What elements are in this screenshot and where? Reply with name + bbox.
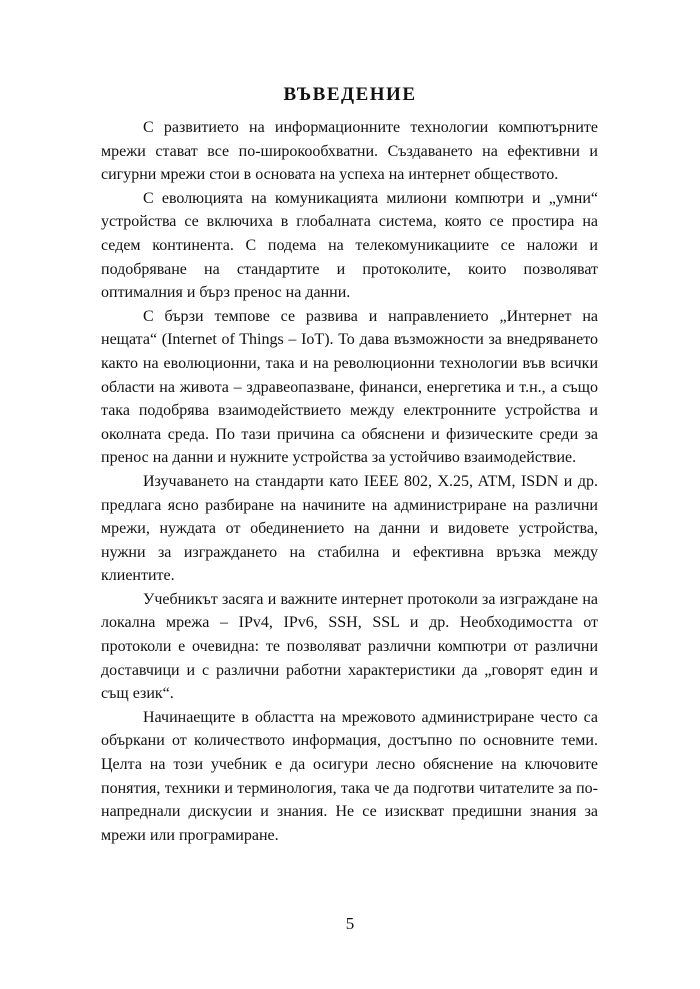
paragraph-2: С еволюцията на комуникацията милиони компютри и „умни“ устройства се включиха в глобалната система, която се простира на седем континента. С подема на телекомуникациите се наложи и подобряване на стандартите и протоколите, които позволяват оптималния и бърз пренос на данни.	[101, 189, 598, 302]
paragraph-6: Начинаещите в областта на мрежовото администриране често са объркани от количеството информация, достъпно по основните теми. Целта на този учебник е да осигури лесно обяснение на ключовите понятия, техники и терминология, така че да подготви читателите за по-напреднали дискусии и знания. Не се изискват предишни знания за мрежи или програмиране.	[101, 708, 598, 844]
paragraph-1: С развитието на информационните технологии компютърните мрежи стават все по-широкообхватни. Създаването на ефективни и сигурни мрежи стои в основата на успеха на интернет обществото.	[101, 119, 598, 184]
body-text	[101, 116, 598, 847]
paragraph-3: С бързи темпове се развива и направлението „Интернет на нещата“ (Internet of Things – IoT). То дава възможности за внедряването както на еволюционни, така и на революционни технологии във всички области на живота – здравеопазване, финанси, енергетика и т.н., а също така подобрява взаимодействието между електронните устройства и околната среда. По тази причина са обяснени и физическите среди за пренос на данни и нужните устройства за устойчиво взаимодействие.	[101, 307, 598, 467]
paragraph-5: Учебникът засяга и важните интернет протоколи за изграждане на локална мрежа – IPv4, IPv6, SSH, SSL и др. Необходимостта от протоколи е очевидна: те позволяват различни компютри от различни доставчици и с различни работни характеристики да „говорят един и същ език“.	[101, 590, 598, 703]
page-number: 5	[345, 914, 355, 933]
page-title: ВЪВЕДЕНИЕ	[283, 84, 417, 105]
paragraph-4: Изучаването на стандарти като IEEE 802, X.25, ATM, ISDN и др. предлага ясно разбиране на начините на администриране на различни мрежи, нуждата от обединението на данни и видовете устройства, нужни за изграждането на стабилна и ефективна връзка между клиентите.	[101, 472, 598, 585]
